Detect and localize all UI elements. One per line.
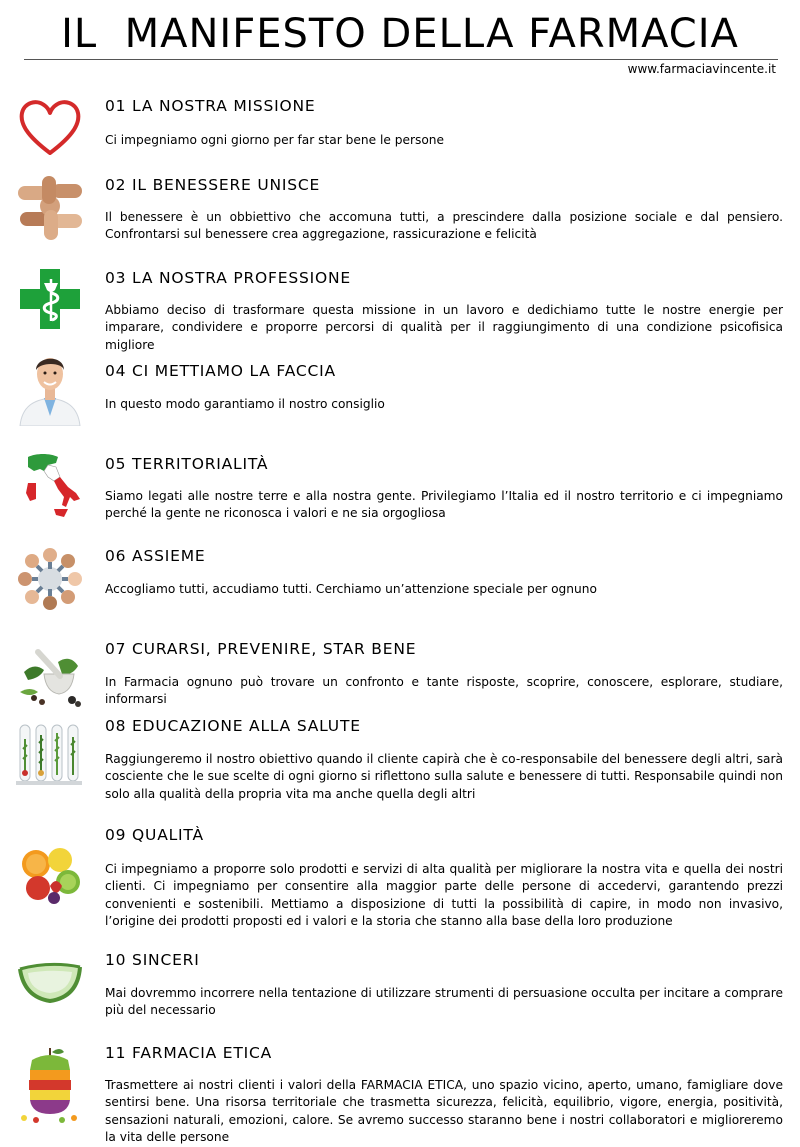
section-title: 07 CURARSI, PREVENIRE, STAR BENE <box>105 640 417 658</box>
section-text: Ci impegniamo a proporre solo prodotti e servizi di alta qualità per migliorare la nostra vita e quella dei nostri clienti. Ci impegniamo per consentire alla maggior parte delle persone di accedervi, garantendo prezzi convenienti e sostenibili. Mettiamo a disposizione di tutti la possibilità di capire, in modo non invasivo, l’origine dei prodotti proposti ed i valori e la storia che stanno alla base della loro produzione <box>105 862 783 929</box>
fruit-stack-icon <box>14 1044 86 1126</box>
section-title: 04 CI METTIAMO LA FACCIA <box>105 362 336 380</box>
group-circle-icon <box>14 543 86 615</box>
website-url: www.farmaciavincente.it <box>627 62 776 76</box>
aloe-slice-icon <box>14 947 86 1019</box>
section-title: 11 FARMACIA ETICA <box>105 1044 273 1062</box>
page-title: IL MANIFESTO DELLA FARMACIA <box>61 11 739 57</box>
joined-hands-icon <box>14 172 86 244</box>
section-text: Accogliamo tutti, accudiamo tutti. Cerchiamo un’attenzione speciale per ognuno <box>105 582 597 596</box>
section-title: 01 LA NOSTRA MISSIONE <box>105 97 316 115</box>
section-title: 02 IL BENESSERE UNISCE <box>105 176 321 194</box>
section-text: Mai dovremmo incorrere nella tentazione di utilizzare strumenti di persuasione occulta per incitare a comprare più del necessario <box>105 986 783 1018</box>
section-title: 10 SINCERI <box>105 951 200 969</box>
section-title: 09 QUALITÀ <box>105 826 204 844</box>
section-text: In Farmacia ognuno può trovare un confronto e tante risposte, scoprire, conoscere, esplorare, studiare, informarsi <box>105 675 783 707</box>
pharmacist-icon <box>14 344 86 426</box>
section-text: Trasmettere ai nostri clienti i valori della FARMACIA ETICA, uno spazio vicino, aperto, umano, famigliare dove sentirsi bene. Una risorsa territoriale che trasmetta sicurezza, felicità, equilibrio, vigore, energia, positività, sensazioni naturali, emozioni, calore. Se avremo successo staranno bene i nostri collaboratori e miglioreremo la vita delle persone <box>105 1078 783 1145</box>
title-divider <box>24 59 778 60</box>
section-text: Abbiamo deciso di trasformare questa missione in un lavoro e dedichiamo tutte le nostre energie per imparare, condividere e proporre percorsi di qualità per il raggiungimento di una condizione psicofisica migliore <box>105 303 783 352</box>
italy-map-icon <box>14 449 86 521</box>
section-title: 08 EDUCAZIONE ALLA SALUTE <box>105 717 361 735</box>
section-title: 03 LA NOSTRA PROFESSIONE <box>105 269 352 287</box>
section-text: Raggiungeremo il nostro obiettivo quando il cliente capirà che è co-responsabile del benessere degli altri, sarà cosciente che le sue scelte di ogni giorno si riflettono sulla salute e benessere di tutti. Responsabile quindi non solo alla qualità della propria vita ma anche quella degli altri <box>105 752 783 801</box>
section-text: Il benessere è un obbiettivo che accomuna tutti, a prescindere dalla posizione sociale e dal pensiero. Confrontarsi sul benessere crea aggregazione, rassicurazione e felicità <box>105 210 783 242</box>
heart-icon <box>14 91 86 163</box>
section-title: 05 TERRITORIALITÀ <box>105 455 269 473</box>
mortar-herbs-icon <box>14 640 86 712</box>
section-title: 06 ASSIEME <box>105 547 206 565</box>
section-text: Siamo legati alle nostre terre e alla nostra gente. Privilegiamo l’Italia ed il nostro territorio e ci impegniamo perché la gente ne riconosca i valori e ne sia orgogliosa <box>105 489 783 521</box>
section-text: In questo modo garantiamo il nostro consiglio <box>105 397 385 411</box>
pharmacy-cross-icon <box>14 263 86 335</box>
test-tubes-icon <box>14 719 86 791</box>
section-text: Ci impegniamo ogni giorno per far star bene le persone <box>105 133 444 147</box>
fruit-icon <box>14 838 86 910</box>
